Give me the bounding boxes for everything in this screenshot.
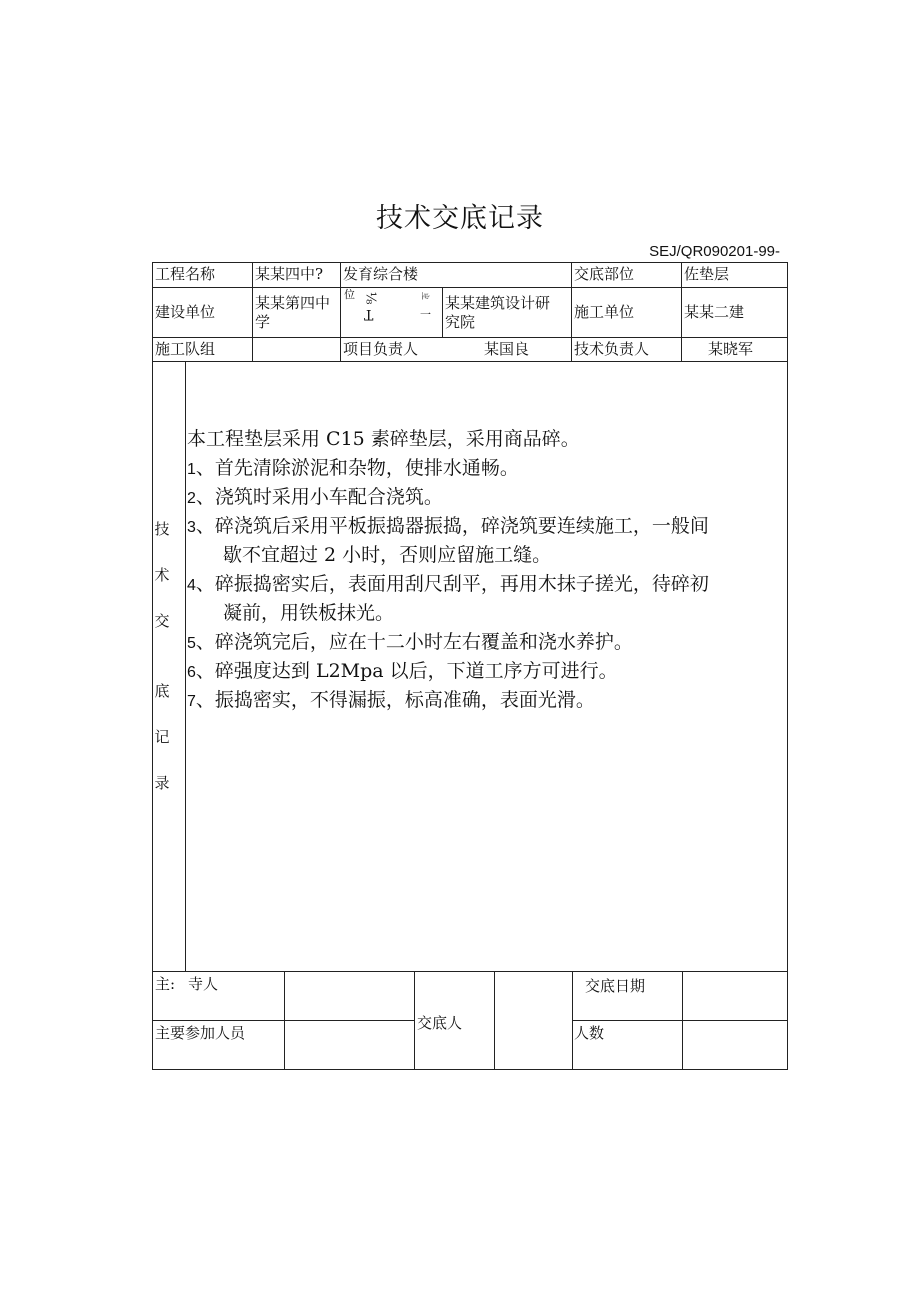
pm-value: 某国良 <box>484 340 530 358</box>
headcount-label: 人数 <box>574 1024 605 1042</box>
garbled-text-4: ㄓ <box>419 290 433 302</box>
location-label: 交底部位 <box>574 265 635 283</box>
list-item <box>187 685 595 712</box>
item-text: 、碎浇筑后采用平板振捣器振捣，碎浇筑要连续施工，一般间 <box>195 515 709 537</box>
side-label <box>152 0 172 1301</box>
tech-lead-label: 技术负责人 <box>574 340 650 358</box>
intro-paragraph: 本工程垫层采用 C15 素碎垫层，采用商品碎。 <box>187 428 580 450</box>
content-body <box>187 424 787 724</box>
item-number: 3 <box>187 519 196 536</box>
date-label: 交底日期 <box>585 977 646 995</box>
item-text: 、碎强度达到 L2Mpa 以后，下道工序方可进行。 <box>195 660 618 682</box>
owner-label: 建设单位 <box>155 303 216 321</box>
item-number: 1 <box>187 461 196 478</box>
designer-line2: 究院 <box>445 313 476 331</box>
participants-label: 主要参加人员 <box>155 1024 246 1042</box>
list-item <box>187 511 709 538</box>
item-continuation: 歇不宜超过 2 小时，否则应留施工缝。 <box>223 544 552 566</box>
contractor-label: 施工单位 <box>574 303 635 321</box>
item-text: 、首先清除淤泥和杂物，使排水通畅。 <box>195 457 519 479</box>
page-title: 技术交底记录 <box>376 203 544 234</box>
host-label-a: 主: <box>155 975 176 993</box>
garbled-text-1: 位 <box>344 288 355 301</box>
item-text: 、振捣密实，不得漏振，标高准确，表面光滑。 <box>195 689 595 711</box>
item-continuation: 凝前，用铁板抹光。 <box>223 602 395 624</box>
list-item <box>187 569 709 596</box>
tech-lead-value: 某晓军 <box>708 340 754 358</box>
document-number: SEJ/QR090201-99- <box>649 243 780 260</box>
list-item <box>187 656 618 683</box>
item-number: 2 <box>187 490 196 507</box>
garbled-text-3: T <box>364 306 374 322</box>
project-name-label: 工程名称 <box>155 265 216 283</box>
side-char: 术 <box>154 566 170 584</box>
project-name-value-a: 某某四中? <box>255 265 324 283</box>
side-char: 记 <box>154 728 170 746</box>
item-number: 7 <box>187 693 196 710</box>
team-label: 施工队组 <box>155 340 216 358</box>
item-text: 、浇筑时采用小车配合浇筑。 <box>195 486 443 508</box>
pm-label: 项目负责人 <box>343 340 419 358</box>
item-number: 6 <box>187 664 196 681</box>
designer-line1: 某某建筑设计研 <box>445 294 551 312</box>
project-name-value-b: 发育综合楼 <box>343 265 419 283</box>
location-value: 佐垫层 <box>684 265 730 283</box>
item-number: 4 <box>187 577 196 594</box>
item-text: 、碎浇筑完后，应在十二小时左右覆盖和浇水养护。 <box>195 631 633 653</box>
owner-value-line2: 学 <box>255 313 271 331</box>
host-label-b: 寺人 <box>188 975 219 993</box>
list-item <box>187 453 519 480</box>
side-char: 底 <box>154 682 170 700</box>
presenter-label: 交底人 <box>417 1014 463 1032</box>
side-char: 录 <box>154 774 170 792</box>
garbled-text-2: ⅛ <box>362 291 378 305</box>
list-item <box>187 627 633 654</box>
item-number: 5 <box>187 635 196 652</box>
list-item <box>187 482 443 509</box>
contractor-value: 某某二建 <box>684 303 745 321</box>
side-char: 交 <box>154 612 170 630</box>
item-text: 、碎振捣密实后，表面用刮尺刮平，再用木抹子搓光，待碎初 <box>195 573 709 595</box>
owner-value-line1: 某某第四中 <box>255 294 331 312</box>
garbled-text-5: 一 <box>420 308 431 321</box>
side-char: 技 <box>154 520 170 538</box>
